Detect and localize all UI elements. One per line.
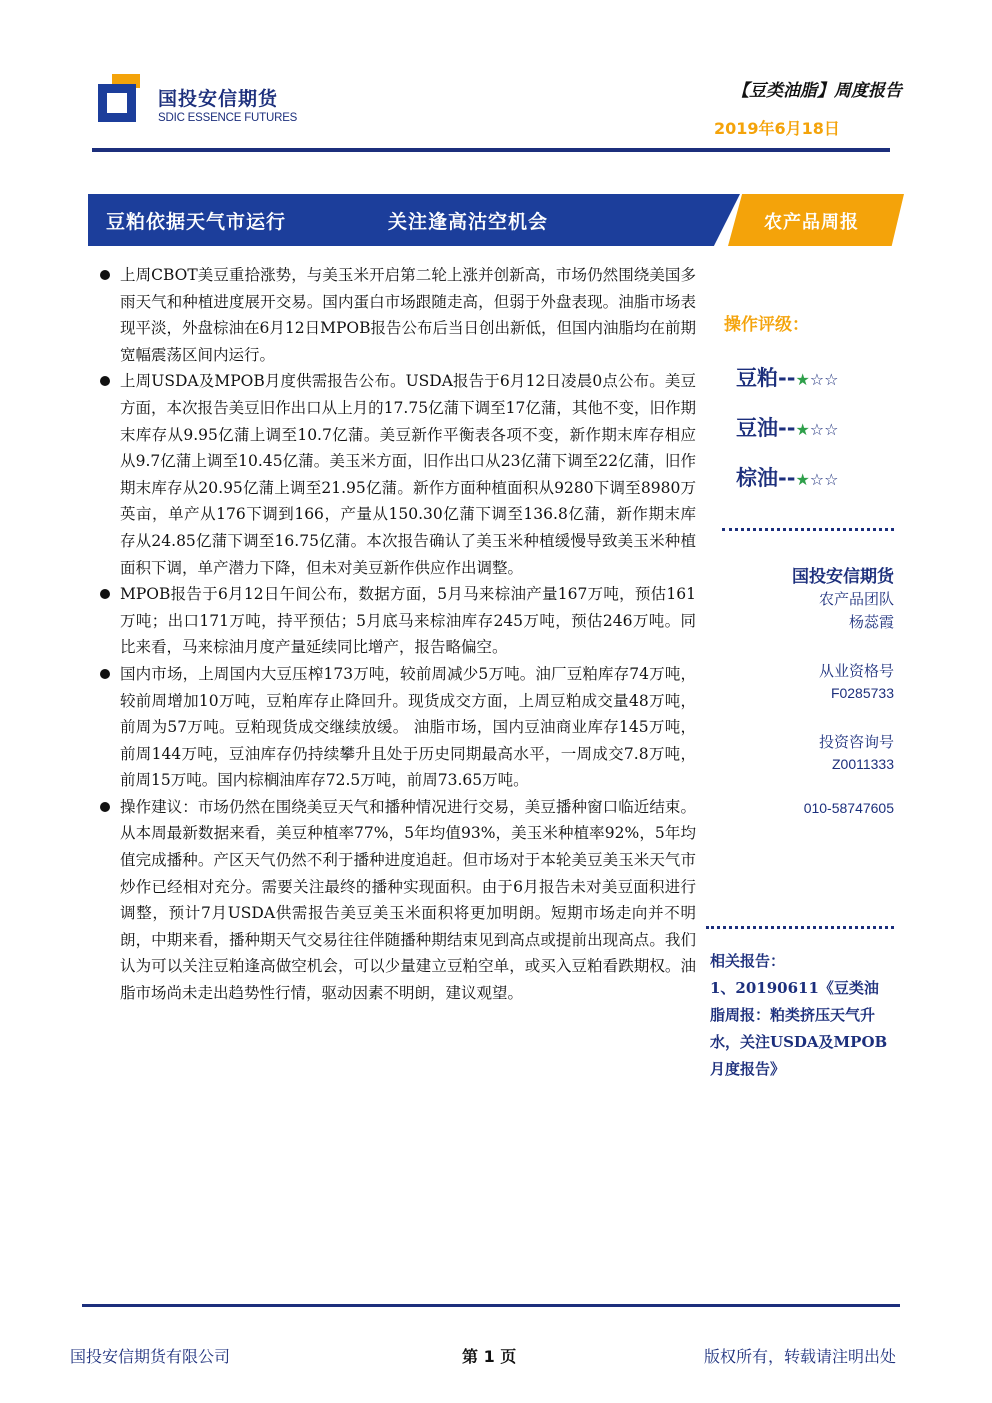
consult-number: Z0011333 [831,756,894,772]
license-number: F0285733 [830,685,894,701]
bullet-icon [100,376,110,386]
analyst-team: 农产品团队 [818,590,894,608]
bullet-icon [100,669,110,679]
analyst-name: 杨蕊霞 [848,613,894,631]
rating-label: 豆粕-- [736,366,796,390]
sidebar-divider [706,926,894,929]
banner-title-part1: 豆粕依据天气市运行 [106,211,287,233]
paragraph-text: MPOB报告于6月12日午间公布，数据方面，5月马来棕油产量167万吨，预估161万吨；出口171万吨，持平预估；5月底马来棕油库存245万吨，预估246万吨。同比来看，马来棕油月度产量延续同比增产，报告略偏空。 [120,585,696,657]
report-body [96,262,696,1007]
footer-divider [82,1304,900,1307]
rating-soyoil [736,412,838,442]
paragraph [96,262,696,368]
bullet-icon [100,589,110,599]
rating-label: 豆油-- [736,416,796,440]
paragraph-text: 操作建议：市场仍然在围绕美豆天气和播种情况进行交易，美豆播种窗口临近结束。从本周最新数据来看，美豆种植率77%，5年均值93%，美玉米种植率92%，5年均值完成播种。产区天气仍然不利于播种进度追赶。但市场对于本轮美豆美玉米天气市炒作已经相对充分。需要关注最终的播种实现面积。由于6月报告未对美豆面积进行调整，预计7月USDA供需报告美豆美玉米面积将更加明朗。短期市场走向并不明朗，中期来看，播种期天气交易往往伴随播种期结束见到高点或提前出现高点。我们认为可以关注豆粕逢高做空机会，可以少量建立豆粕空单，或买入豆粕看跌期权。油脂市场尚未走出趋势性行情，驱动因素不明朗，建议观望。 [120,797,696,1003]
star-rating-icon: ★☆☆ [795,420,839,439]
rating-label: 棕油-- [736,466,796,490]
analyst-company: 国投安信期货 [792,567,894,587]
footer-company: 国投安信期货有限公司 [70,1347,231,1366]
bullet-icon [100,270,110,280]
logo-mark-icon [98,74,140,122]
phone-number: 010-58747605 [803,800,894,816]
license-label: 从业资格号 [818,662,894,680]
category-tag: 农产品周报 [764,212,859,233]
paragraph-text: 上周CBOT美豆重拾涨势，与美玉米开启第二轮上涨并创新高，市场仍然围绕美国多雨天气和种植进度展开交易。国内蛋白市场跟随走高，但弱于外盘表现。油脂市场表现平淡，外盘棕油在6月12日MPOB报告公布后当日创出新低，但国内油脂均在前期宽幅震荡区间内运行。 [120,266,696,364]
paragraph [96,661,696,794]
bullet-icon [100,802,110,812]
consult-label: 投资咨询号 [818,733,894,751]
sidebar-divider [722,528,894,531]
paragraph-text: 国内市场，上周国内大豆压榨173万吨，较前周减少5万吨。油厂豆粕库存74万吨，较前周增加10万吨，豆粕库存止降回升。现货成交方面，上周豆粕成交量48万吨，前周为57万吨。豆粕现货成交继续放缓。 油脂市场，国内豆油商业库存145万吨，前周144万吨，豆油库存仍持续攀升且处于历史同期最高水平，一周成交7.8万吨，前周15万吨。国内棕榈油库存72.5万吨，前周73.65万吨。 [120,664,696,790]
footer-copyright: 版权所有，转载请注明出处 [704,1347,897,1366]
star-rating-icon: ★☆☆ [795,470,839,489]
rating-soymeal [736,362,838,392]
header-divider [92,148,890,152]
star-rating-icon: ★☆☆ [795,370,839,389]
related-report-link[interactable]: 1、20190611《豆类油脂周报：粕类挤压天气升水，关注USDA及MPOB月度报告》 [710,979,888,1078]
paragraph-text: 上周USDA及MPOB月度供需报告公布。USDA报告于6月12日凌晨0点公布。美豆方面，本次报告美豆旧作出口从上月的17.75亿蒲下调至17亿蒲，其他不变，旧作期末库存从9.95亿蒲上调至10.7亿蒲。美豆新作平衡表各项不变，新作期末库存相应从9.7亿蒲上调至10.45亿蒲。美玉米方面，旧作出口从23亿蒲下调至22亿蒲，旧作期末库存从20.95亿蒲上调至21.95亿蒲。新作方面种植面积从9280下调至8980万英亩，单产从176下调到166，产量从150.30亿蒲下调至136.8亿蒲，新作期末库存从24.85亿蒲下调至16.75亿蒲。本次报告确认了美玉米种植缓慢导致美玉米种植面积下调，单产潜力下降，但未对美豆新作供应作出调整。 [120,372,696,577]
page-number: 第 1 页 [462,1347,517,1366]
company-logo [98,74,308,134]
logo-cn-text: 国投安信期货 [158,88,279,110]
banner-title-part2: 关注逢高沽空机会 [388,211,549,233]
report-date: 2019年6月18日 [714,119,840,138]
paragraph [96,368,696,581]
logo-en-text: SDIC ESSENCE FUTURES [158,112,298,124]
paragraph [96,581,696,661]
rating-title: 操作评级： [724,315,809,335]
rating-palmoil [736,462,838,492]
report-type: 【豆类油脂】周度报告 [732,81,902,101]
paragraph [96,794,696,1007]
related-label: 相关报告： [710,952,786,970]
related-reports [710,948,888,1083]
